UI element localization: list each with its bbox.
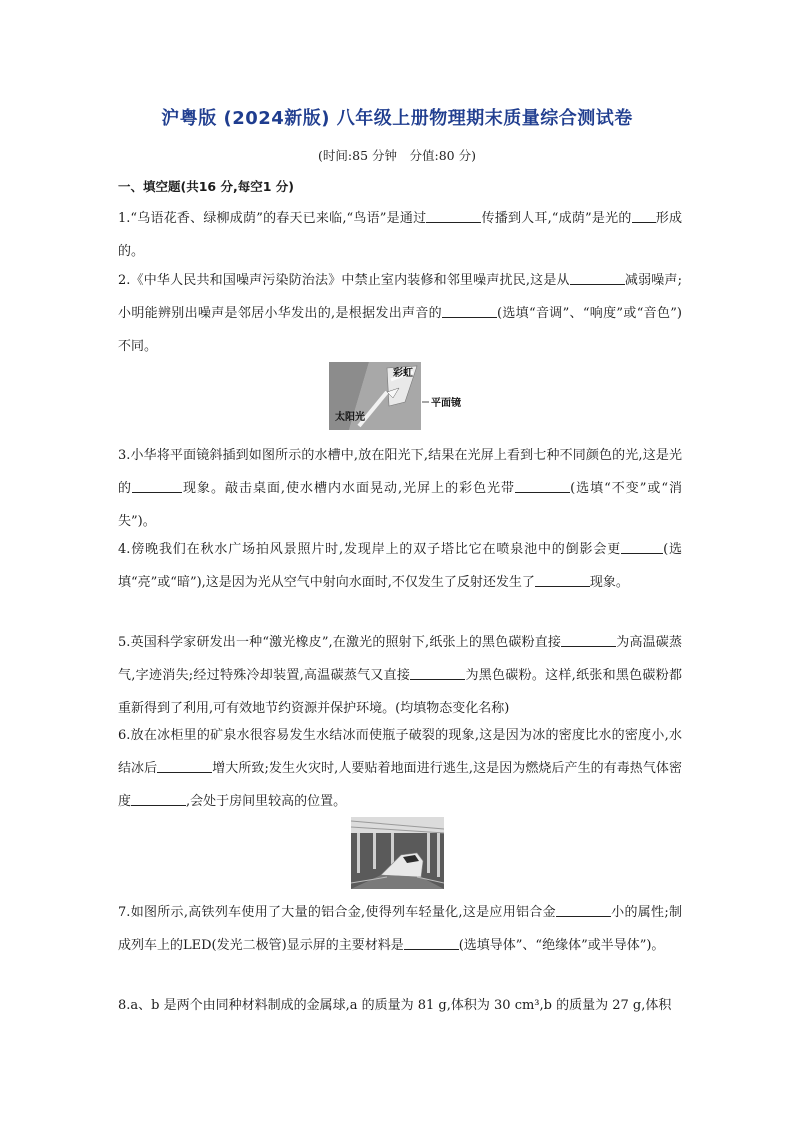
answer-blank[interactable] xyxy=(442,303,497,318)
q4-text-a: 4.傍晚我们在秋水广场拍风景照片时,发现岸上的双子塔比它在喷泉池中的倒影会更 xyxy=(118,542,622,557)
q7-text-c: (选填导体”、“绝缘体”或半导体”)。 xyxy=(458,938,665,953)
exam-time-score: (时间:85 分钟 分值:80 分) xyxy=(318,148,476,163)
high-speed-train-figure xyxy=(351,817,444,889)
answer-blank[interactable] xyxy=(570,270,625,285)
answer-blank[interactable] xyxy=(621,539,663,554)
answer-blank[interactable] xyxy=(632,208,656,223)
q3-text-c: (选填“不变”或“消失”)。 xyxy=(118,481,682,529)
q4-text-c: 现象。 xyxy=(589,575,629,590)
answer-blank[interactable] xyxy=(426,208,481,223)
question-6 xyxy=(118,719,682,818)
question-8 xyxy=(118,989,682,1022)
q3-text-b: 现象。敲击桌面,使水槽内水面晃动,光屏上的彩色光带 xyxy=(182,481,516,496)
answer-blank[interactable] xyxy=(515,478,570,493)
q4-text-b: (选填“亮”或“暗”),这是因为光从空气中射向水面时,不仅发生了反射还发生了 xyxy=(118,542,682,590)
answer-blank[interactable] xyxy=(157,758,212,773)
q7-text-b: 小的属性;制成列车上的LED(发光二极管)显示屏的主要材料是 xyxy=(118,905,682,953)
question-3 xyxy=(118,439,682,538)
answer-blank[interactable] xyxy=(561,632,616,647)
answer-blank[interactable] xyxy=(410,665,465,680)
section-heading-fill-blank: 一、填空题(共16 分,每空1 分) xyxy=(118,179,294,194)
q5-text-b: 为高温碳蒸气,字迹消失;经过特殊冷却装置,高温碳蒸气又直接 xyxy=(118,635,682,683)
q5-text-a: 5.英国科学家研发出一种“激光橡皮”,在激光的照射下,纸张上的黑色碳粉直接 xyxy=(118,635,562,650)
question-4 xyxy=(118,533,682,599)
q1-text-a: 1.“乌语花香、绿柳成荫”的春天已来临,“鸟语”是通过 xyxy=(118,211,427,226)
mirror-label: 平面镜 xyxy=(431,398,461,409)
question-1 xyxy=(118,202,682,268)
answer-blank[interactable] xyxy=(404,935,459,950)
q7-text-a: 7.如图所示,高铁列车使用了大量的铝合金,使得列车轻量化,这是应用铝合金 xyxy=(118,905,556,920)
q6-text-c: ,会处于房间里较高的位置。 xyxy=(186,794,347,809)
q5-text-c: 为黑色碳粉。这样,纸张和黑色碳粉都重新得到了利用,可有效地节约资源并保护环境。(均填物态变化名称) xyxy=(118,668,682,716)
q6-text-a: 6.放在冰柜里的矿泉水很容易发生水结冰而使瓶子破裂的现象,这是因为冰的密度比水的密度小,水结冰后 xyxy=(118,728,682,776)
mirror-tank-figure xyxy=(329,362,465,430)
sunlight-label: 太阳光 xyxy=(335,412,365,423)
answer-blank[interactable] xyxy=(132,478,182,493)
q1-text-b: 传播到人耳,“成荫”是光的 xyxy=(481,211,632,226)
q2-text-a: 2.《中华人民共和国噪声污染防治法》中禁止室内装修和邻里噪声扰民,这是从 xyxy=(118,273,570,288)
q6-text-b: 增大所致;发生火灾时,人要贴着地面进行逃生,这是因为燃烧后产生的有毒热气体密度 xyxy=(118,761,682,809)
answer-blank[interactable] xyxy=(131,791,186,806)
q2-text-b: 减弱噪声;小明能辨别出噪声是邻居小华发出的,是根据发出声音的 xyxy=(118,273,682,321)
q1-text-c: 形成的。 xyxy=(118,211,682,259)
q3-text-a: 3.小华将平面镜斜插到如图所示的水槽中,放在阳光下,结果在光屏上看到七种不同颜色的光,这是光的 xyxy=(118,448,682,496)
question-5 xyxy=(118,626,682,725)
answer-blank[interactable] xyxy=(535,572,590,587)
q2-text-c: (选填“音调”、“响度”或“音色”)不同。 xyxy=(118,306,682,354)
answer-blank[interactable] xyxy=(556,902,611,917)
rainbow-label: 彩虹 xyxy=(393,368,413,379)
q8-text-a: 8.a、b 是两个由同种材料制成的金属球,a 的质量为 81 g,体积为 30 cm³,b 的质量为 27 g,体积 xyxy=(118,998,672,1013)
question-2 xyxy=(118,264,682,363)
question-7 xyxy=(118,896,682,962)
page-title: 沪粤版 (2024新版) 八年级上册物理期末质量综合测试卷 xyxy=(161,108,633,129)
